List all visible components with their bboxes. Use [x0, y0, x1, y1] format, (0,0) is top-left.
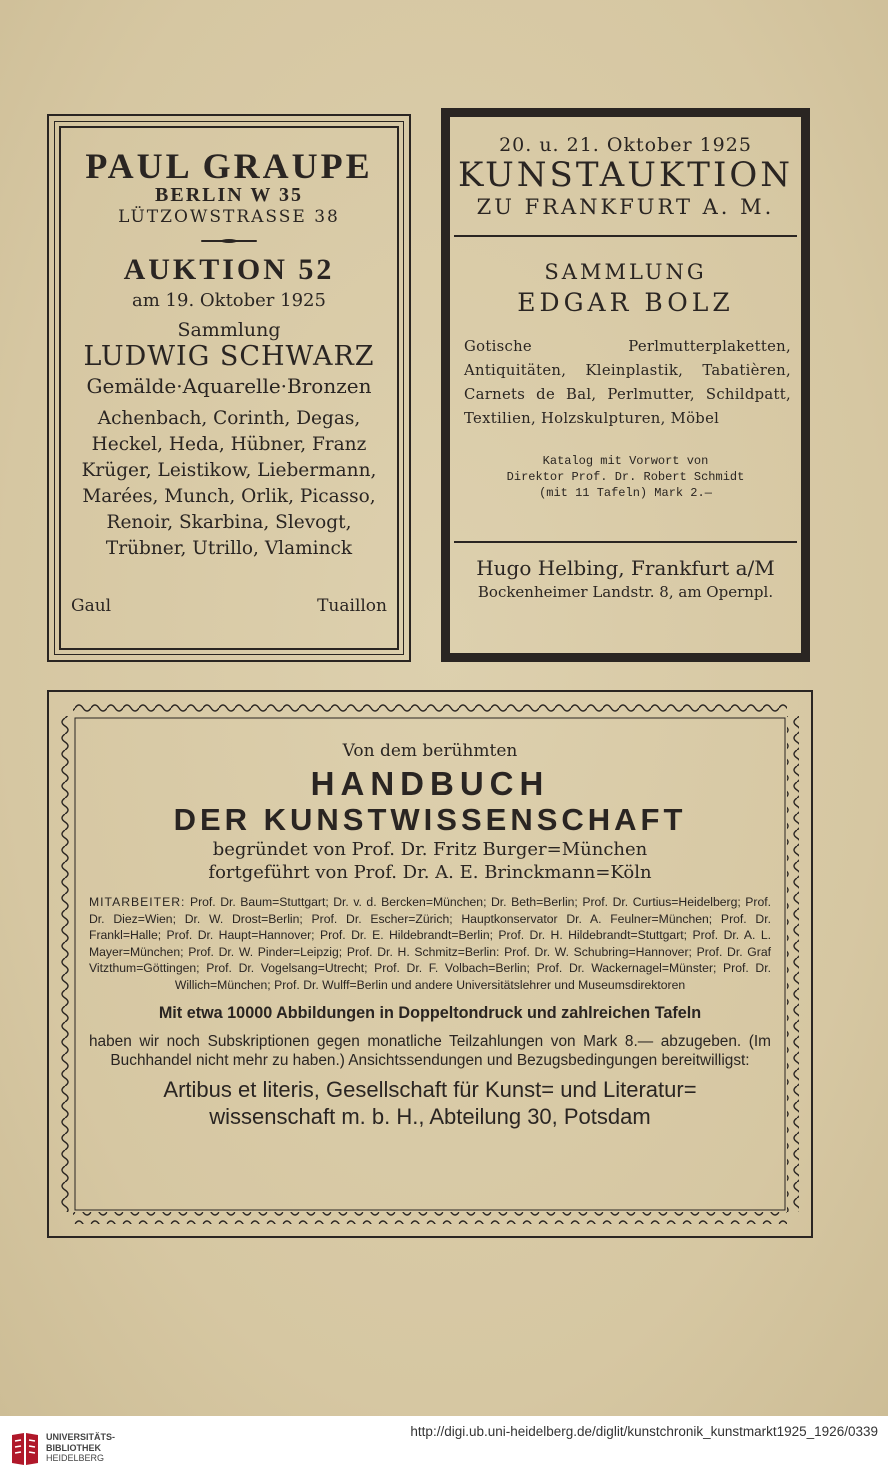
sculptor-row — [71, 596, 387, 616]
editor-line: fortgeführt von Prof. Dr. A. E. Brinckmann=Köln — [208, 862, 652, 883]
ad-handbuch — [47, 690, 813, 1238]
sculptor-name: Gaul — [71, 596, 112, 616]
publisher-line: wissenschaft m. b. H., Abteilung 30, Potsdam — [209, 1103, 651, 1129]
pretitle: Von dem berühmten — [342, 741, 518, 761]
contributors-paragraph — [89, 894, 771, 994]
logo-text-line: BIBLIOTHEK — [46, 1442, 101, 1453]
sculptor-name: Tuaillon — [317, 596, 387, 616]
contributors-list: Prof. Dr. Baum=Stuttgart; Dr. v. d. Bercken=München; Dr. Beth=Berlin; Prof. Dr. Curtius=Heidelberg; Prof. Dr. Diez=Wien; Dr. W. Drost=Berlin; Prof. Dr. Escher=Zürich; Hauptkonservator Dr. A. Feulner=München; Prof. Dr. Frankl=Halle; Prof. Dr. Haupt=Hannover; Prof. Dr. E. Hildebrandt=Berlin; Prof. Dr. H. Hildebrandt=Stuttgart; Prof. Dr. A. L. Mayer=München; Prof. Dr. W. Pinder=Leipzig; Prof. Dr. H. Schmitz=Berlin: Prof. Dr. W. Schubring=Hannover; Prof. Dr. Graf Vitzthum=Göttingen; Prof. Dr. Vogelsang=Utrecht; Prof. Dr. F. Volbach=Berlin; Prof. Dr. Wackernagel=Münster; Prof. Dr. Willich=München; Prof. Dr. Wulff=Berlin und andere Universitätslehrer und Museumsdirektoren — [89, 895, 772, 992]
dealer-name: PAUL GRAUPE — [85, 146, 373, 186]
auction-city: ZU FRANKFURT A. M. — [476, 195, 775, 219]
collection-description: Gotische Perlmutterplaketten, Antiquitäten, Kleinplastik, Tabatièren, Carnets de Bal, Perlmutter, Schildpatt, Textilien, Holzskulpturen, Möbel — [464, 338, 791, 427]
ad-paul-graupe — [47, 114, 411, 662]
dealer-city: BERLIN W 35 — [155, 184, 303, 206]
book-subtitle: DER KUNSTWISSENSCHAFT — [173, 802, 687, 837]
auction-date: 20. u. 21. Oktober 1925 — [499, 134, 752, 156]
collector-name: EDGAR BOLZ — [517, 288, 734, 317]
collection-genres: Gemälde·Aquarelle·Bronzen — [86, 374, 372, 398]
logo-text-line: HEIDELBERG — [46, 1453, 105, 1463]
book-title: HANDBUCH — [310, 765, 550, 802]
collector-name: LUDWIG SCHWARZ — [83, 341, 375, 372]
contributors-label: MITARBEITER: — [89, 895, 186, 909]
catalog-line: (mit 11 Tafeln) Mark 2.— — [539, 486, 712, 500]
auction-title: KUNSTAUKTION — [457, 155, 794, 195]
auction-date: am 19. Oktober 1925 — [132, 290, 326, 311]
dealer-address: Bockenheimer Landstr. 8, am Opernpl. — [477, 583, 774, 601]
dealer-name: Hugo Helbing, Frankfurt a/M — [476, 556, 775, 580]
divider-line — [454, 235, 797, 237]
founder-line: begründet von Prof. Dr. Fritz Burger=München — [212, 839, 648, 860]
source-url-link[interactable]: http://digi.ub.uni-heidelberg.de/diglit/kunstchronik_kunstmarkt1925_1926/0339 — [410, 1424, 878, 1439]
divider-line — [454, 541, 797, 543]
dealer-street: LÜTZOWSTRASSE 38 — [118, 207, 340, 227]
catalog-line: Katalog mit Vorwort von — [542, 454, 709, 468]
subscription-note: haben wir noch Subskriptionen gegen monatliche Teilzahlungen von Mark 8.— abzugeben. (Im Buchhandel nicht mehr zu haben.) Ansichtssendungen und Bezugsbedingungen bereitwilligst: — [89, 1032, 771, 1069]
logo-text-line: UNIVERSITÄTS- — [46, 1432, 116, 1442]
artist-list: Achenbach, Corinth, Degas, Heckel, Heda, Hübner, Franz Krüger, Leistikow, Liebermann, Marées, Munch, Orlik, Picasso, Renoir, Skarbina, Slevogt, Trübner, Utrillo, Vlaminck — [81, 408, 377, 559]
catalog-note — [450, 453, 801, 501]
catalog-line: Direktor Prof. Dr. Robert Schmidt — [506, 470, 745, 484]
library-logo-icon[interactable] — [10, 1431, 40, 1467]
collection-label: Sammlung — [177, 319, 281, 341]
publisher-line: Artibus et literis, Gesellschaft für Kunst= und Literatur= — [163, 1076, 697, 1102]
auction-title: AUKTION 52 — [123, 253, 335, 286]
library-logo-text — [46, 1432, 115, 1464]
illustrations-note: Mit etwa 10000 Abbildungen in Doppeltondruck und zahlreichen Tafeln — [158, 1003, 702, 1022]
collection-label: SAMMLUNG — [544, 260, 707, 284]
divider-ornament — [201, 239, 257, 243]
ad-kunstauktion — [441, 108, 810, 662]
